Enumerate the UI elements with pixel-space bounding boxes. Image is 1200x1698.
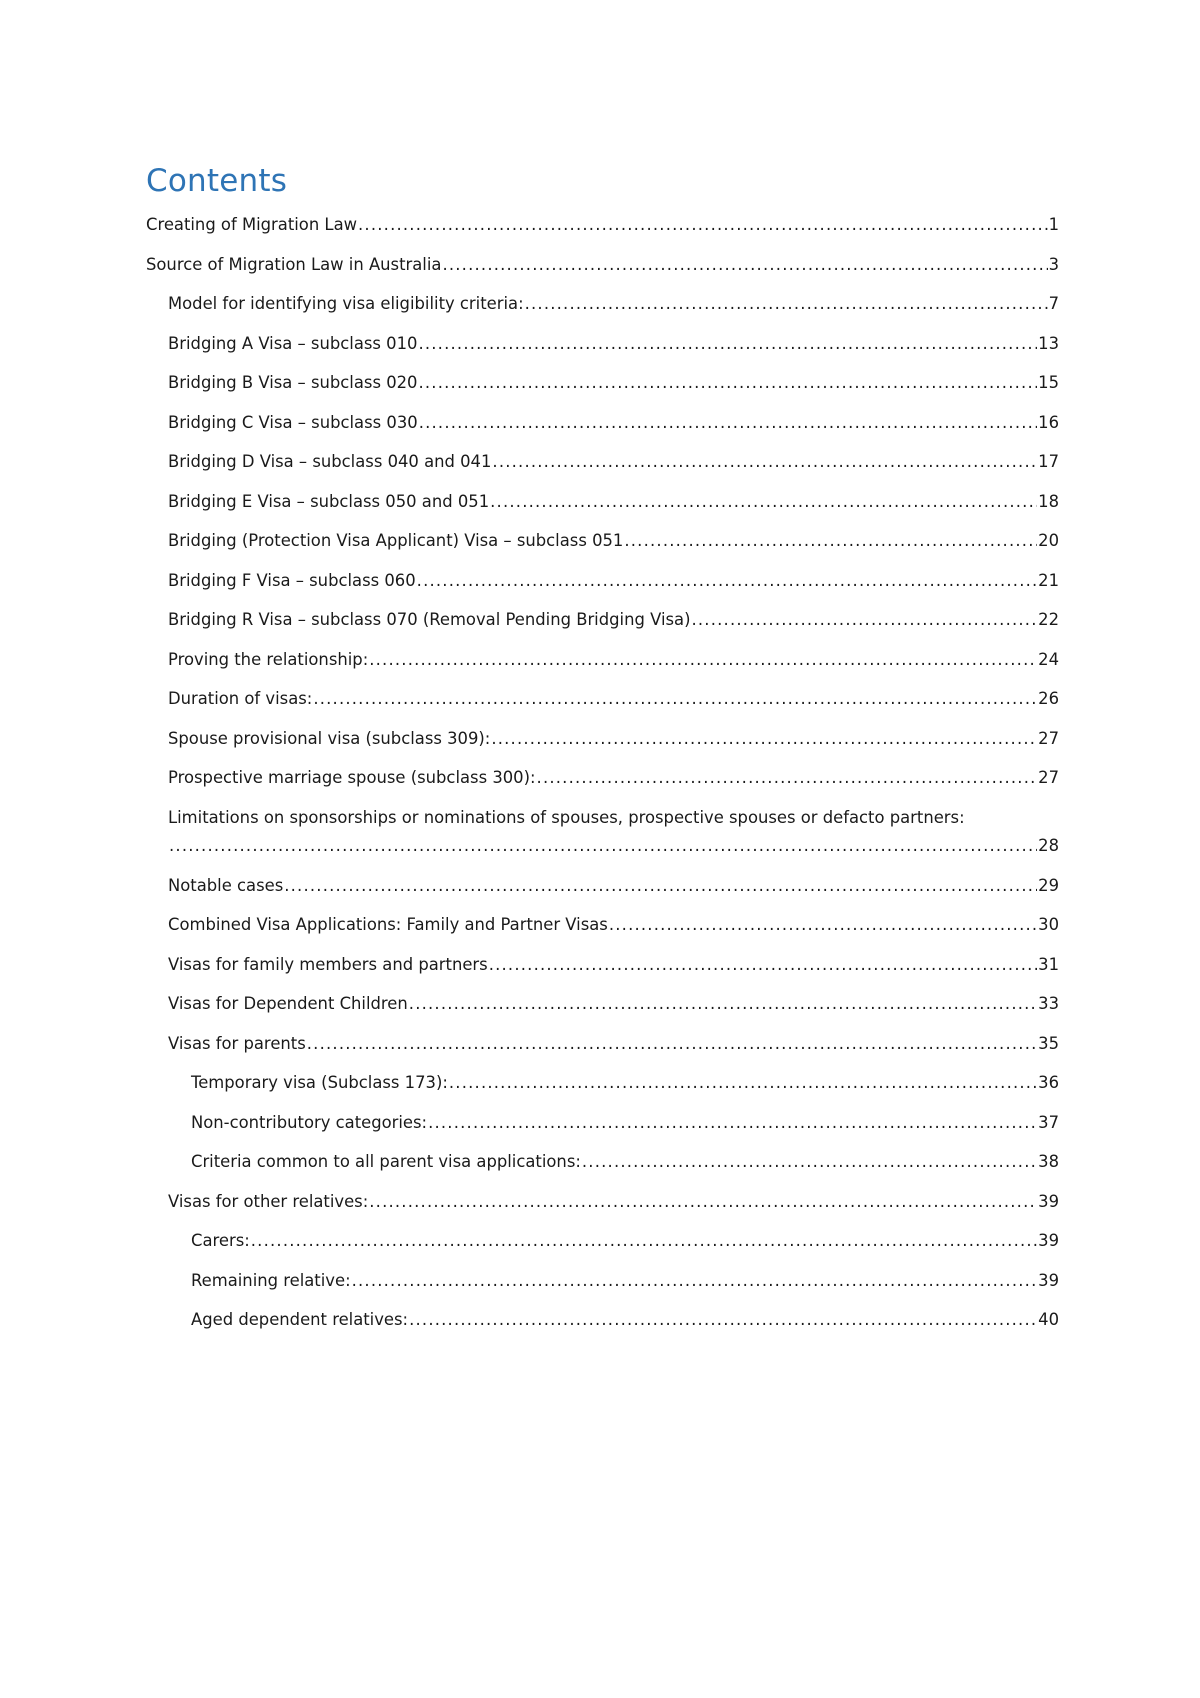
toc-entry[interactable] xyxy=(146,214,1059,254)
toc-leader xyxy=(409,1309,1037,1331)
toc-entry-title: Non-contributory categories: xyxy=(191,1112,428,1132)
toc-entry-page: 38 xyxy=(1038,1152,1059,1171)
toc-leader xyxy=(491,728,1037,750)
toc-entry-title: Aged dependent relatives: xyxy=(191,1310,409,1329)
toc-entry-page: 35 xyxy=(1038,1033,1059,1053)
toc-entry-page: 27 xyxy=(1038,728,1059,748)
toc-entry-title: Remaining relative: xyxy=(191,1270,351,1290)
toc-entry-title: Bridging C Visa – subclass 030 xyxy=(168,412,418,432)
toc-leader xyxy=(409,993,1037,1015)
toc-entry[interactable] xyxy=(146,875,1059,915)
toc-leader xyxy=(418,372,1037,394)
toc-entry-title: Visas for other relatives: xyxy=(168,1191,369,1211)
toc-leader xyxy=(609,914,1037,936)
toc-entry-title: Bridging F Visa – subclass 060 xyxy=(168,570,416,590)
toc-entry[interactable] xyxy=(146,649,1059,689)
toc-entry-page: 21 xyxy=(1038,570,1059,590)
toc-entry-page: 30 xyxy=(1038,915,1059,934)
toc-entry[interactable] xyxy=(146,1151,1059,1191)
toc-entry[interactable] xyxy=(146,688,1059,728)
toc-leader xyxy=(492,451,1037,473)
toc-entry-title: Combined Visa Applications: Family and Partner Visas xyxy=(168,915,608,934)
toc-leader xyxy=(582,1151,1037,1173)
toc-entry[interactable] xyxy=(146,530,1059,570)
toc-entry-page: 1 xyxy=(1048,215,1059,234)
toc-entry[interactable] xyxy=(146,914,1059,954)
toc-entry-title: Bridging A Visa – subclass 010 xyxy=(168,333,418,353)
toc-entry-page: 22 xyxy=(1038,610,1059,629)
toc-entry[interactable] xyxy=(146,451,1059,491)
toc-entry-title: Limitations on sponsorships or nominations of spouses, prospective spouses or defacto partners: xyxy=(168,807,965,827)
toc-entry[interactable] xyxy=(146,807,1059,875)
toc-leader xyxy=(624,530,1037,552)
toc-entry-title: Bridging D Visa – subclass 040 and 041 xyxy=(168,452,492,471)
toc-entry-page: 3 xyxy=(1048,254,1059,274)
toc-leader xyxy=(369,1191,1037,1213)
toc-heading: Contents xyxy=(146,163,288,199)
toc-entry-page: 20 xyxy=(1038,531,1059,550)
toc-entry-title: Notable cases xyxy=(168,875,284,895)
toc-entry-page: 17 xyxy=(1038,452,1059,471)
toc-entry-page: 28 xyxy=(1038,835,1059,855)
toc-entry-page: 37 xyxy=(1038,1112,1059,1132)
toc-entry[interactable] xyxy=(146,1072,1059,1112)
toc-leader xyxy=(313,688,1037,710)
toc-entry-page: 7 xyxy=(1048,294,1059,313)
toc-entry[interactable] xyxy=(146,293,1059,333)
toc-entry[interactable] xyxy=(146,1230,1059,1270)
toc-leader xyxy=(428,1112,1037,1134)
toc-entry[interactable] xyxy=(146,1033,1059,1073)
toc-entry-title: Duration of visas: xyxy=(168,689,313,708)
toc-entry-title: Source of Migration Law in Australia xyxy=(146,254,442,274)
toc-entry-page: 39 xyxy=(1038,1231,1059,1250)
toc-leader xyxy=(418,333,1037,355)
toc-entry-title: Bridging (Protection Visa Applicant) Visa – subclass 051 xyxy=(168,531,624,550)
toc-entry-page: 18 xyxy=(1038,491,1059,511)
toc-entry-page: 33 xyxy=(1038,994,1059,1013)
toc-entry-title: Bridging E Visa – subclass 050 and 051 xyxy=(168,491,490,511)
toc-entry-page: 16 xyxy=(1038,412,1059,432)
toc-leader xyxy=(691,609,1037,631)
toc-entry-title: Creating of Migration Law xyxy=(146,215,358,234)
toc-entry-title: Temporary visa (Subclass 173): xyxy=(191,1073,448,1092)
toc-entry-title: Criteria common to all parent visa applications: xyxy=(191,1152,581,1171)
toc-entry-page: 29 xyxy=(1038,875,1059,895)
toc-leader xyxy=(490,491,1037,513)
toc-entry-page: 13 xyxy=(1038,333,1059,353)
toc-leader xyxy=(284,875,1037,897)
toc-entry[interactable] xyxy=(146,954,1059,994)
toc-entry-title: Model for identifying visa eligibility criteria: xyxy=(168,294,524,313)
toc-entry-page: 26 xyxy=(1038,689,1059,708)
toc-leader xyxy=(442,254,1047,276)
toc-leader xyxy=(169,835,1037,857)
toc-entry[interactable] xyxy=(146,254,1059,294)
toc-entry-title: Visas for parents xyxy=(168,1033,306,1053)
toc-entry[interactable] xyxy=(146,570,1059,610)
toc-entry-title: Carers: xyxy=(191,1231,250,1250)
toc-leader xyxy=(525,293,1048,315)
toc-entry-title: Prospective marriage spouse (subclass 300): xyxy=(168,768,536,787)
toc-leader xyxy=(537,767,1038,789)
toc-entry-page: 24 xyxy=(1038,649,1059,669)
toc-leader xyxy=(307,1033,1037,1055)
table-of-contents xyxy=(146,214,1059,1349)
toc-entry-page: 27 xyxy=(1038,768,1059,787)
toc-entry[interactable] xyxy=(146,993,1059,1033)
toc-entry[interactable] xyxy=(146,728,1059,768)
toc-leader xyxy=(352,1270,1038,1292)
toc-entry-page: 39 xyxy=(1038,1191,1059,1211)
toc-leader xyxy=(489,954,1037,976)
toc-entry[interactable] xyxy=(146,1309,1059,1349)
toc-leader xyxy=(251,1230,1037,1252)
toc-entry[interactable] xyxy=(146,1191,1059,1231)
toc-leader xyxy=(369,649,1037,671)
toc-entry[interactable] xyxy=(146,491,1059,531)
toc-leader xyxy=(449,1072,1037,1094)
toc-entry[interactable] xyxy=(146,372,1059,412)
toc-entry-title: Spouse provisional visa (subclass 309): xyxy=(168,728,491,748)
toc-entry-title: Bridging B Visa – subclass 020 xyxy=(168,373,418,392)
toc-entry-title: Proving the relationship: xyxy=(168,649,369,669)
toc-entry[interactable] xyxy=(146,609,1059,649)
toc-entry[interactable] xyxy=(146,1270,1059,1310)
toc-entry-page: 40 xyxy=(1038,1310,1059,1329)
toc-entry-title: Visas for family members and partners xyxy=(168,954,488,974)
toc-entry-page: 31 xyxy=(1038,954,1059,974)
toc-entry-title: Visas for Dependent Children xyxy=(168,994,408,1013)
toc-entry[interactable] xyxy=(146,1112,1059,1152)
toc-leader xyxy=(419,412,1037,434)
toc-entry[interactable] xyxy=(146,412,1059,452)
toc-leader xyxy=(358,214,1048,236)
toc-entry-page: 36 xyxy=(1038,1073,1059,1092)
toc-leader xyxy=(417,570,1037,592)
toc-entry-page: 15 xyxy=(1038,373,1059,392)
toc-entry-title: Bridging R Visa – subclass 070 (Removal Pending Bridging Visa) xyxy=(168,610,691,629)
toc-entry-page: 39 xyxy=(1038,1270,1059,1290)
toc-entry[interactable] xyxy=(146,767,1059,807)
toc-entry[interactable] xyxy=(146,333,1059,373)
